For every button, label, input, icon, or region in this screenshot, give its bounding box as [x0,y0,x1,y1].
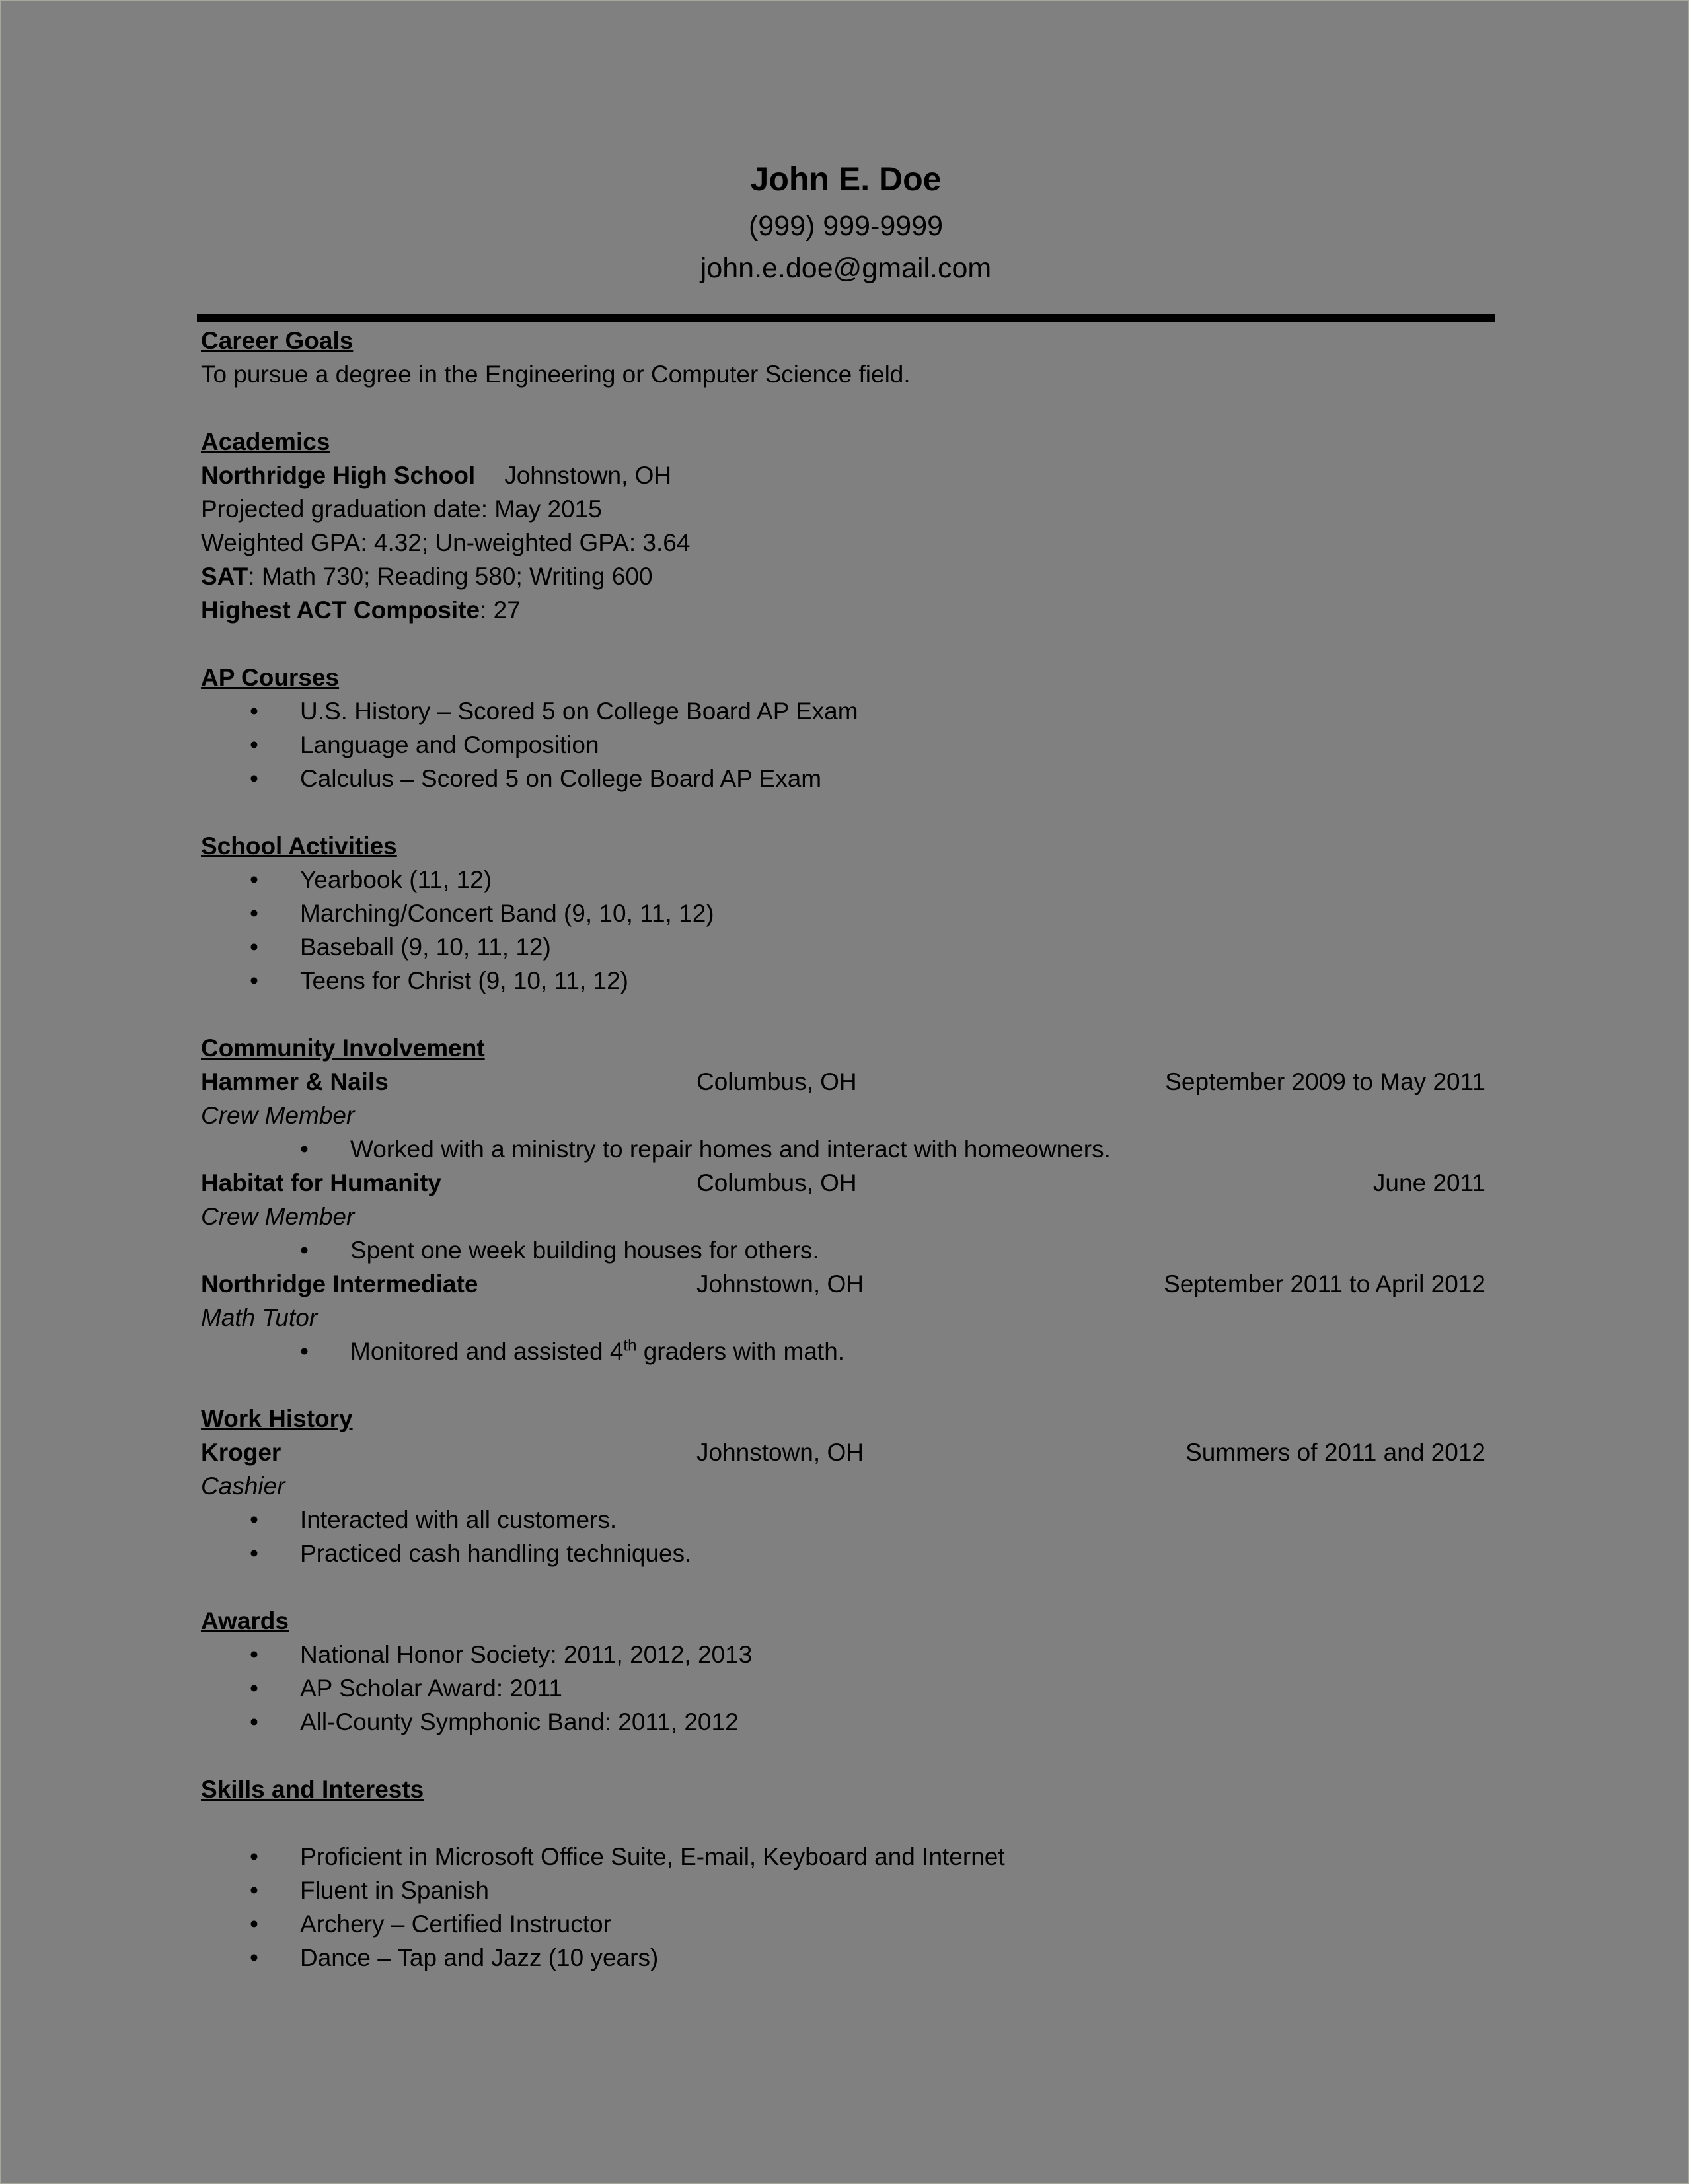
candidate-phone: (999) 999-9999 [748,210,944,242]
work-entry-header [201,1436,1489,1469]
org-location: Johnstown, OH [696,1270,864,1297]
bullet-icon: • [250,1944,258,1971]
section-heading-awards: Awards [201,1607,289,1634]
list-item: • Language and Composition [201,728,1489,762]
act-score [201,593,1489,627]
section-heading-career-goals: Career Goals [201,327,354,354]
org-name: Hammer & Nails [201,1068,389,1095]
bullet-icon: • [250,933,258,961]
employer-location: Johnstown, OH [696,1439,864,1466]
list-item: • Archery – Certified Instructor [201,1907,1489,1941]
community-entry-header [201,1166,1489,1200]
bullet-icon: • [300,1136,309,1163]
org-name: Habitat for Humanity [201,1169,441,1196]
bullet-icon: • [250,900,258,927]
bullet-icon: • [250,866,258,893]
bullet-icon: • [250,765,258,792]
bullet-icon: • [250,1675,258,1702]
list-item: • Dance – Tap and Jazz (10 years) [201,1941,1489,1975]
org-location: Columbus, OH [696,1169,857,1196]
list-item: • Practiced cash handling techniques. [201,1537,1489,1570]
section-heading-work-history: Work History [201,1405,353,1432]
bullet-icon: • [250,1506,258,1533]
list-item: • Monitored and assisted 4th graders with math. [201,1334,1489,1368]
academics-school-line [201,458,1489,492]
list-item: • Baseball (9, 10, 11, 12) [201,930,1489,964]
sat-scores [201,560,1489,593]
role-title: Cashier [201,1473,285,1500]
sat-label: SAT [201,563,248,590]
gpa: Weighted GPA: 4.32; Un-weighted GPA: 3.64 [201,529,691,556]
bullet-icon: • [250,698,258,725]
list-item: • Yearbook (11, 12) [201,863,1489,896]
org-name: Northridge Intermediate [201,1270,478,1297]
candidate-email: john.e.doe@gmail.com [700,252,992,284]
list-item: • Marching/Concert Band (9, 10, 11, 12) [201,896,1489,930]
org-dates: September 2011 to April 2012 [1164,1270,1485,1297]
bullet-icon: • [250,1911,258,1938]
career-goals-text: To pursue a degree in the Engineering or Computer Science field. [201,361,911,388]
graduation-date: Projected graduation date: May 2015 [201,495,602,523]
sat-value: : Math 730; Reading 580; Writing 600 [248,563,653,590]
list-item: • Spent one week building houses for others. [201,1233,1489,1267]
header-divider [197,314,1495,322]
bullet-icon: • [250,1843,258,1870]
role-title: Crew Member [201,1102,355,1129]
act-label: Highest ACT Composite [201,597,480,624]
act-value: : 27 [480,597,521,624]
bullet-icon: • [250,1708,258,1735]
list-item: • Worked with a ministry to repair homes and interact with homeowners. [201,1132,1489,1166]
list-item: • Fluent in Spanish [201,1874,1489,1907]
section-heading-academics: Academics [201,428,330,455]
list-item: • AP Scholar Award: 2011 [201,1671,1489,1705]
employment-dates: Summers of 2011 and 2012 [1185,1439,1485,1466]
list-item: • National Honor Society: 2011, 2012, 2013 [201,1638,1489,1671]
list-item: • Calculus – Scored 5 on College Board AP Exam [201,762,1489,795]
list-item: • Interacted with all customers. [201,1503,1489,1537]
employer-name: Kroger [201,1439,282,1466]
bullet-icon: • [250,1877,258,1904]
candidate-name: John E. Doe [750,161,942,198]
section-heading-skills-interests: Skills and Interests [201,1776,424,1803]
community-entry-header [201,1267,1489,1301]
list-item: • U.S. History – Scored 5 on College Board AP Exam [201,694,1489,728]
bullet-icon: • [250,967,258,994]
bullet-icon: • [250,1540,258,1567]
org-dates: June 2011 [1372,1169,1485,1196]
resume-body [201,324,1489,1975]
list-item: • Teens for Christ (9, 10, 11, 12) [201,964,1489,998]
bullet-icon: • [300,1338,309,1365]
section-heading-ap-courses: AP Courses [201,664,340,691]
section-heading-community-involvement: Community Involvement [201,1035,485,1062]
org-location: Columbus, OH [696,1068,857,1095]
bullet-icon: • [250,731,258,758]
role-title: Crew Member [201,1203,355,1230]
school-name: Northridge High School [201,462,476,489]
bullet-icon: • [250,1641,258,1668]
community-entry-header [201,1065,1489,1099]
role-title: Math Tutor [201,1304,318,1331]
list-item: • All-County Symphonic Band: 2011, 2012 [201,1705,1489,1739]
org-dates: September 2009 to May 2011 [1165,1068,1485,1095]
bullet-icon: • [300,1237,309,1264]
school-location: Johnstown, OH [504,462,672,489]
section-heading-school-activities: School Activities [201,832,397,859]
list-item: • Proficient in Microsoft Office Suite, E-mail, Keyboard and Internet [201,1840,1489,1874]
